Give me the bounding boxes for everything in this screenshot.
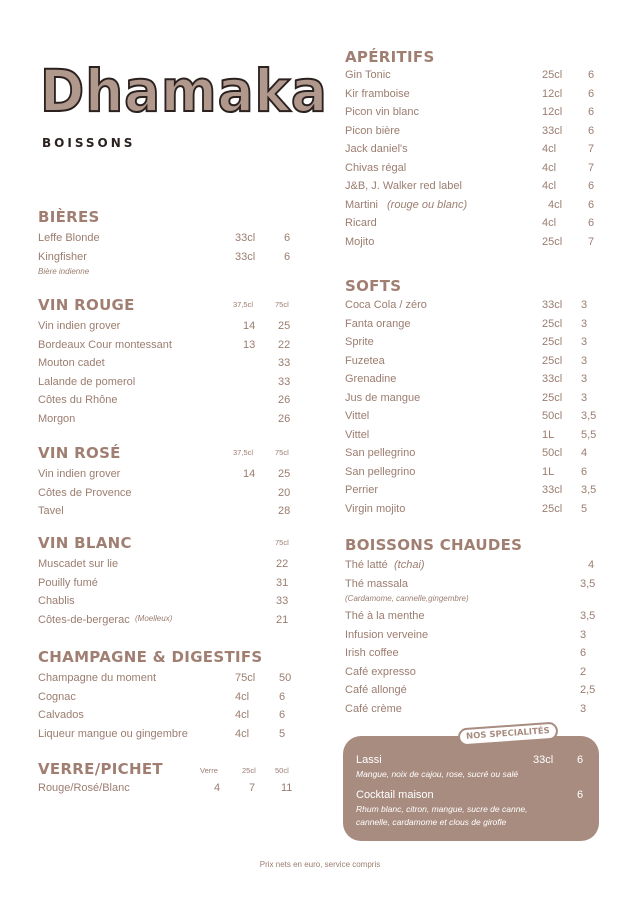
column-header: 37,5cl [233, 448, 254, 457]
list-item: Morgon 26 [38, 412, 291, 425]
lassi-volume: 33cl [533, 754, 554, 766]
section-title: SOFTS [345, 277, 402, 295]
cocktail-description: Rhum blanc, citron, mangue, sucre de canne, [356, 804, 528, 814]
list-item: Chivas régal 4cl 7 [345, 161, 595, 174]
list-item: Vin indien grover 14 25 [38, 320, 291, 332]
list-item: Vin indien grover 14 25 [38, 468, 291, 480]
list-item: Muscadet sur lie 22 [38, 558, 289, 570]
item-note: Bière indienne [38, 267, 90, 276]
section-title: VIN BLANC [38, 534, 132, 552]
list-item: Kir framboise 12cl 6 [345, 87, 595, 100]
section-title: BOISSONS CHAUDES [345, 536, 523, 554]
specialites-badge: NOS SPECIALITÉS [457, 722, 558, 747]
section-title: VIN ROUGE [38, 296, 135, 314]
list-item: Kingfisher 33cl 6 [38, 250, 291, 263]
lassi-price: 6 [577, 754, 584, 766]
list-item: Picon vin blanc 12cl 6 [345, 106, 595, 118]
list-item: Grenadine 33cl 3 [345, 373, 588, 385]
list-item: Café expresso 2 [345, 665, 587, 678]
list-item: Martini (rouge ou blanc) 4cl 6 [345, 198, 595, 211]
list-item: Sprite 25cl 3 [345, 336, 588, 348]
column-header: Verre [200, 766, 218, 775]
list-item: Perrier 33cl 3,5 [345, 484, 597, 496]
list-item: Leffe Blonde 33cl 6 [38, 232, 291, 244]
list-item: Mouton cadet 33 [38, 357, 291, 369]
list-item: Lalande de pomerol 33 [38, 375, 291, 388]
lassi-name: Lassi [356, 754, 382, 766]
section-vin-rose [38, 444, 300, 524]
column-header: 37,5cl [233, 300, 254, 309]
list-item: Cognac 4cl 6 [38, 690, 286, 703]
list-item: Chablis 33 [38, 595, 289, 607]
section-champagne [38, 648, 300, 746]
cocktail-description: cannelle, cardamome et clous de girofle [356, 817, 507, 827]
footer-note: Prix nets en euro, service compris [259, 860, 381, 869]
list-item: Calvados 4cl 6 [38, 709, 286, 721]
item-note: (Cardamome, cannelle,gingembre) [345, 594, 469, 603]
brand-logo: Dhamaka [40, 57, 328, 125]
list-item: Ricard 4cl 6 [345, 217, 595, 229]
section-softs [345, 277, 600, 521]
section-title: CHAMPAGNE & DIGESTIFS [38, 648, 263, 666]
section-aperitifs [345, 48, 600, 254]
section-verre-pichet [38, 760, 300, 801]
list-item: Vittel 1L 5,5 [345, 428, 597, 441]
column-header: 75cl [275, 300, 289, 309]
menu-subtitle: BOISSONS [42, 136, 136, 150]
list-item: Virgin mojito 25cl 5 [345, 502, 588, 515]
list-item: Gin Tonic 25cl 6 [345, 69, 595, 81]
section-vin-blanc [38, 534, 300, 632]
list-item: Champagne du moment 75cl 50 [38, 672, 292, 684]
list-item: Café crème 3 [345, 702, 587, 715]
list-item: San pellegrino 1L 6 [345, 465, 588, 478]
section-title: VERRE/PICHET [38, 760, 163, 778]
list-item: Liqueur mangue ou gingembre 4cl 5 [38, 727, 286, 740]
list-item: J&B, J. Walker red label 4cl 6 [345, 180, 595, 192]
list-item: Vittel 50cl 3,5 [345, 410, 597, 422]
section-vin-rouge [38, 296, 300, 431]
list-item: Thé à la menthe 3,5 [345, 610, 596, 622]
cocktail-price: 6 [577, 789, 584, 801]
list-item: Pouilly fumé 31 [38, 576, 289, 589]
specialites-box [343, 736, 599, 841]
section-boissons-chaudes [345, 536, 600, 721]
cocktail-name: Cocktail maison [356, 789, 434, 801]
list-item: Café allongé 2,5 [345, 684, 596, 696]
list-item: Rouge/Rosé/Blanc 4 7 11 [38, 782, 293, 794]
lassi-description: Mangue, noix de cajou, rose, sucré ou salé [356, 769, 519, 779]
list-item: Tavel 28 [38, 505, 291, 517]
list-item: San pellegrino 50cl 4 [345, 447, 588, 459]
list-item: Infusion verveine 3 [345, 628, 587, 641]
list-item: Fanta orange 25cl 3 [345, 317, 588, 330]
list-item: Picon bière 33cl 6 [345, 124, 595, 137]
list-item: Irish coffee 6 [345, 647, 587, 659]
list-item: Côtes du Rhône 26 [38, 394, 291, 406]
list-item: Coca Cola / zéro 33cl 3 [345, 299, 588, 311]
list-item: Côtes de Provence 20 [38, 486, 291, 499]
list-item: Thé massala 3,5 [345, 577, 596, 590]
list-item: Mojito 25cl 7 [345, 235, 595, 248]
column-header: 75cl [275, 538, 289, 547]
section-title: BIÈRES [38, 208, 100, 226]
list-item: Bordeaux Cour montessant 13 22 [38, 338, 291, 351]
column-header: 75cl [275, 448, 289, 457]
section-title: APÉRITIFS [345, 48, 435, 66]
list-item: Côtes-de-bergerac (Moelleux) 21 [38, 613, 289, 626]
list-item: Jack daniel's 4cl 7 [345, 143, 595, 155]
list-item: Fuzetea 25cl 3 [345, 354, 588, 367]
list-item: Thé latté (tchai) 4 [345, 559, 595, 571]
column-header: 25cl [242, 766, 256, 775]
list-item: Jus de mangue 25cl 3 [345, 391, 588, 404]
section-title: VIN ROSÉ [38, 444, 121, 462]
section-bieres [38, 208, 300, 276]
column-header: 50cl [275, 766, 289, 775]
